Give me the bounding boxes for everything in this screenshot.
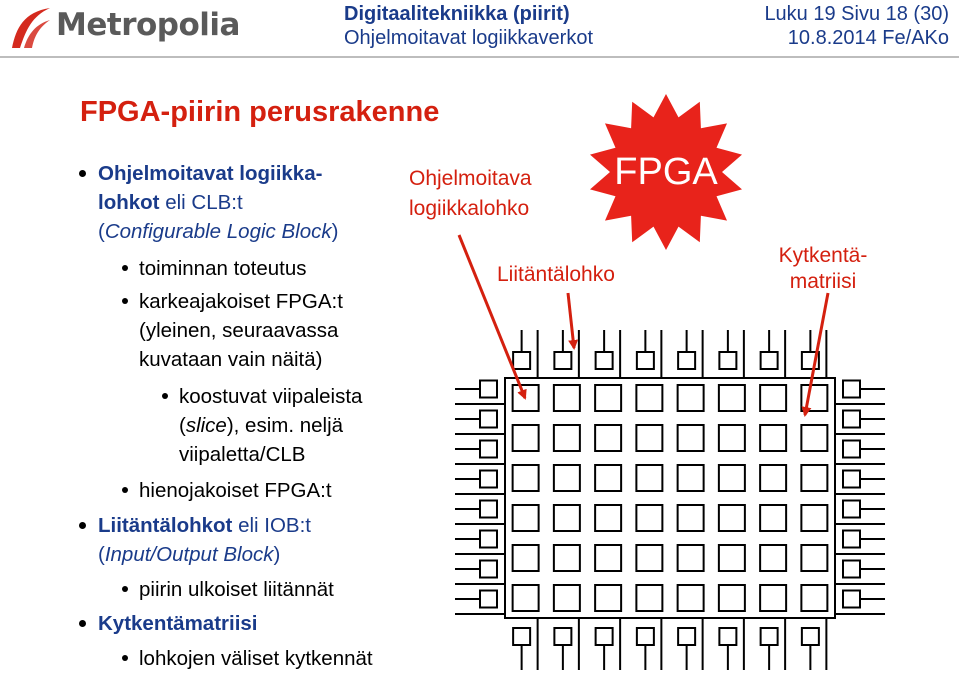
io-block [596, 628, 613, 645]
io-block [480, 501, 497, 518]
logic-block [719, 585, 745, 611]
io-block [843, 471, 860, 488]
logic-block [636, 465, 662, 491]
clb-annotation-line1: Ohjelmoitava [409, 167, 532, 190]
logic-block [595, 385, 621, 411]
io-block [596, 352, 613, 369]
io-block [761, 628, 778, 645]
arrow-to-iob [568, 293, 574, 348]
logic-block [719, 465, 745, 491]
bullet-text: viipaletta/CLB [179, 443, 306, 466]
io-block [843, 591, 860, 608]
starburst-label: FPGA [614, 151, 718, 193]
logic-block [801, 585, 827, 611]
date-author: 10.8.2014 Fe/AKo [787, 27, 949, 49]
logic-block [554, 385, 580, 411]
logic-block [513, 545, 539, 571]
course-title: Digitaalitekniikka (piirit) [344, 3, 570, 25]
io-block [480, 591, 497, 608]
io-block [480, 471, 497, 488]
page-indicator: Luku 19 Sivu 18 (30) [764, 3, 949, 25]
bullet-text-italic: Input/Output Block [104, 543, 274, 566]
io-block [761, 352, 778, 369]
logic-block [513, 585, 539, 611]
matrix-annotation-line1: Kytkentä- [778, 244, 868, 267]
logic-block [636, 545, 662, 571]
bullet-text: (yleinen, seuraavassa [139, 319, 339, 342]
logic-block [513, 425, 539, 451]
logic-block [636, 505, 662, 531]
io-block [678, 352, 695, 369]
bullet-text-italic: Configurable Logic Block [104, 220, 332, 243]
bullet-text-bold: lohkot [98, 191, 160, 214]
logic-block [801, 425, 827, 451]
io-block [843, 501, 860, 518]
logic-block [554, 585, 580, 611]
logic-block [719, 425, 745, 451]
logic-block [760, 425, 786, 451]
logic-block [678, 545, 704, 571]
paren-open: ( [98, 220, 105, 243]
logic-block [595, 465, 621, 491]
logic-block [678, 585, 704, 611]
io-block [554, 628, 571, 645]
logic-block [595, 425, 621, 451]
bullet-text: lohkojen väliset kytkennät [139, 647, 373, 670]
logic-block [760, 505, 786, 531]
bullet-text: eli CLB:t [159, 191, 243, 214]
logic-block [513, 385, 539, 411]
io-block [843, 381, 860, 398]
fpga-starburst [590, 94, 742, 250]
arrow-to-clb [459, 235, 525, 398]
bullet-text: toiminnan toteutus [139, 257, 307, 280]
logic-block [678, 385, 704, 411]
logic-block [595, 545, 621, 571]
matrix-annotation-line2: matriisi [789, 270, 857, 293]
logic-block [554, 545, 580, 571]
io-block [843, 411, 860, 428]
paren-open: ( [179, 414, 186, 437]
io-block [843, 531, 860, 548]
io-block [678, 628, 695, 645]
io-block [554, 352, 571, 369]
logic-block [760, 385, 786, 411]
logic-block [678, 425, 704, 451]
logic-block [719, 505, 745, 531]
logic-block [760, 465, 786, 491]
io-block [719, 352, 736, 369]
logic-block [554, 425, 580, 451]
io-block [802, 628, 819, 645]
paren-close: ) [273, 543, 281, 566]
io-block [480, 411, 497, 428]
bullet-text: Ohjelmoitavat logiikka- [98, 162, 323, 185]
io-block [843, 561, 860, 578]
paren-close: ) [331, 220, 339, 243]
bullet-text: karkeajakoiset FPGA:t [139, 290, 343, 313]
bullet-text: koostuvat viipaleista [179, 385, 363, 408]
logic-block [636, 585, 662, 611]
logic-block [678, 505, 704, 531]
logic-block [719, 385, 745, 411]
logic-block [760, 585, 786, 611]
logic-block [636, 385, 662, 411]
logic-block [719, 545, 745, 571]
logo-text: Metropolia [56, 7, 240, 43]
bullet-text: piirin ulkoiset liitännät [139, 578, 334, 601]
bullet-text: ), esim. neljä [226, 414, 344, 437]
bullet-text-bold: Kytkentämatriisi [98, 612, 258, 635]
io-block [513, 352, 530, 369]
bullet-text: hienojakoiset FPGA:t [139, 479, 332, 502]
bullet-text: kuvataan vain näitä) [139, 348, 323, 371]
bullet-text-italic: slice [185, 414, 227, 437]
paren-open: ( [98, 543, 105, 566]
logic-block [595, 585, 621, 611]
slide-title: FPGA-piirin perusrakenne [80, 96, 440, 128]
io-block [719, 628, 736, 645]
io-block [637, 628, 654, 645]
grid-frame [505, 378, 835, 618]
logic-block [801, 465, 827, 491]
logic-block [513, 465, 539, 491]
io-block [480, 441, 497, 458]
io-block [480, 381, 497, 398]
io-block [843, 441, 860, 458]
io-block [480, 531, 497, 548]
course-subtitle: Ohjelmoitavat logiikkaverkot [344, 27, 593, 49]
logic-block [513, 505, 539, 531]
io-block [480, 561, 497, 578]
logic-block [678, 465, 704, 491]
logic-block [636, 425, 662, 451]
logic-block [554, 505, 580, 531]
clb-annotation-line2: logiikkalohko [409, 197, 530, 220]
iob-annotation: Liitäntälohko [497, 263, 615, 286]
bullet-text-bold: Liitäntälohkot [98, 514, 233, 537]
io-block [637, 352, 654, 369]
logic-block [595, 505, 621, 531]
logic-block [801, 545, 827, 571]
logic-block [760, 545, 786, 571]
logic-block [801, 505, 827, 531]
io-block [513, 628, 530, 645]
logic-block [554, 465, 580, 491]
bullet-text: eli IOB:t [232, 514, 311, 537]
